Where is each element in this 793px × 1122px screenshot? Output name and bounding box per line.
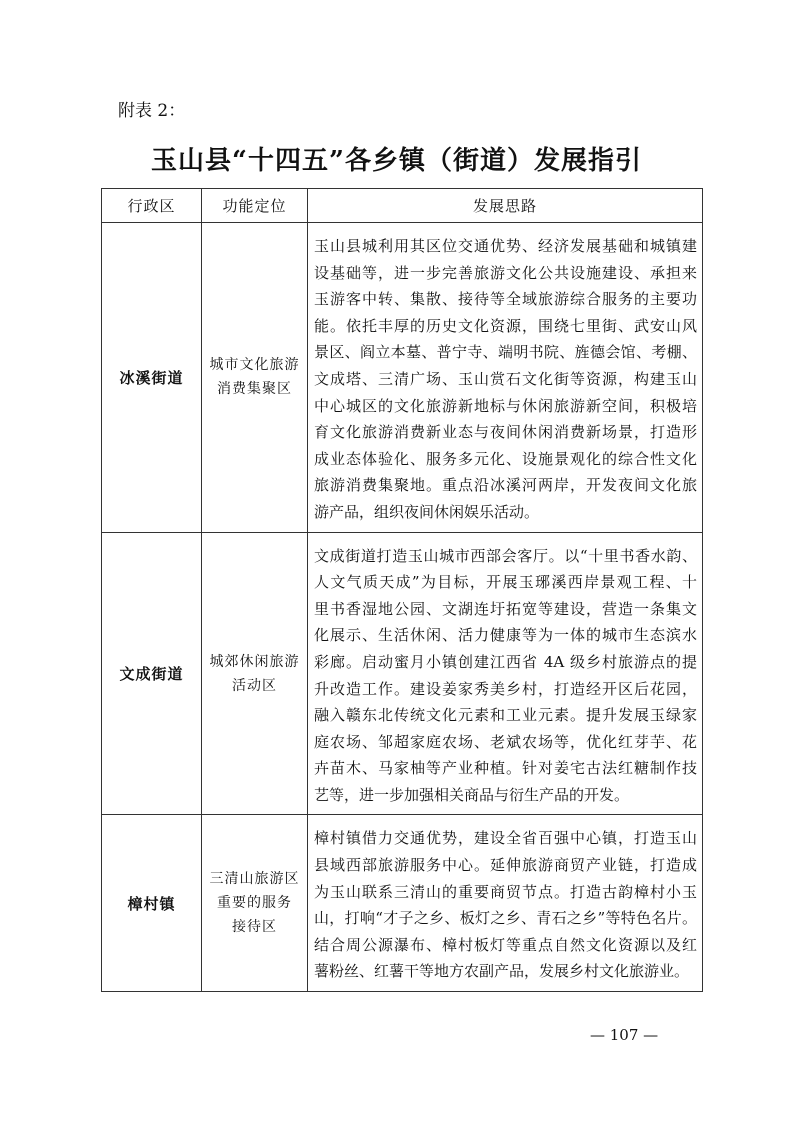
table-row	[102, 815, 703, 992]
text-line: 融入赣东北传统文化元素和工业元素。提升发展玉绿家	[314, 706, 697, 725]
function-cell	[202, 815, 308, 992]
text-line: 卉苗木、马家柚等产业种植。针对姜宅古法红糖制作技	[314, 759, 697, 778]
text-line: 山，打响“才子之乡、板灯之乡、青石之乡”等特色名片。	[314, 909, 697, 928]
function-line: 重要的服务	[217, 895, 292, 912]
text-line: 玉游客中转、集散、接待等全域旅游综合服务的主要功	[314, 290, 697, 309]
text-line: 县域西部旅游服务中心。延伸旅游商贸产业链，打造成	[314, 856, 697, 875]
text-line: 成业态体验化、服务多元化、设施景观化的综合性文化	[314, 449, 697, 468]
district-cell: 文成街道	[102, 532, 202, 815]
district-cell: 冰溪街道	[102, 223, 202, 533]
text-line: 育文化旅游消费新业态与夜间休闲消费新场景，打造形	[314, 423, 697, 442]
text-line: 游产品，组织夜间休闲娱乐活动。	[314, 502, 540, 521]
header-ideas: 发展思路	[308, 189, 703, 223]
text-line: 玉山县城利用其区位交通优势、经济发展基础和城镇建	[314, 237, 697, 255]
appendix-label: 附表 2：	[118, 101, 186, 121]
text-line: 樟村镇借力交通优势，建设全省百强中心镇，打造玉山	[314, 829, 697, 848]
text-line: 艺等，进一步加强相关商品与衍生产品的开发。	[314, 785, 630, 804]
page-title: 玉山县“十四五”各乡镇（街道）发展指引	[151, 146, 642, 176]
text-line: 庭农场、邹超家庭农场、老斌农场等，优化红芽芋、花	[314, 732, 697, 751]
function-line: 城市文化旅游	[209, 357, 300, 374]
text-line: 文成塔、三清广场、玉山赏石文化街等资源，构建玉山	[314, 369, 697, 388]
function-line: 活动区	[232, 677, 277, 694]
text-line: 薯粉丝、红薯干等地方农副产品，发展乡村文化旅游业。	[314, 962, 690, 981]
text-line: 能。依托丰厚的历史文化资源，围绕七里街、武安山风	[314, 316, 697, 335]
function-cell	[202, 532, 308, 815]
development-ideas-cell	[308, 223, 703, 533]
table-row	[102, 223, 703, 533]
text-line: 中心城区的文化旅游新地标与休闲旅游新空间，积极培	[314, 396, 697, 415]
text-line: 里书香湿地公园、文湖连圩拓宽等建设，营造一条集文	[314, 599, 697, 618]
function-cell	[202, 223, 308, 533]
text-line: 人文气质天成”为目标，开展玉琊溪西岸景观工程、十	[314, 573, 697, 592]
text-line: 文成街道打造玉山城市西部会客厅。以“十里书香水韵、	[314, 546, 697, 565]
function-line: 接待区	[232, 919, 277, 936]
text-line: 结合周公源瀑布、樟村板灯等重点自然文化资源以及红	[314, 935, 697, 954]
page-number: — 107 —	[590, 1026, 659, 1044]
text-line: 旅游消费集聚地。重点沿冰溪河两岸，开发夜间文化旅	[314, 476, 697, 495]
header-district: 行政区	[102, 189, 202, 223]
text-line: 升改造工作。建设姜家秀美乡村，打造经开区后花园，	[314, 679, 697, 698]
function-line: 城郊休闲旅游	[209, 653, 300, 670]
development-ideas-cell	[308, 815, 703, 992]
district-cell: 樟村镇	[102, 815, 202, 992]
header-function: 功能定位	[202, 189, 308, 223]
text-line: 彩廊。启动蜜月小镇创建江西省 4A 级乡村旅游点的提	[314, 652, 697, 671]
table-header-row	[102, 189, 703, 223]
table-row	[102, 532, 703, 815]
text-line: 化展示、生活休闲、活力健康等为一体的城市生态滨水	[314, 626, 697, 645]
function-line: 消费集聚区	[217, 381, 292, 398]
text-line: 为玉山联系三清山的重要商贸节点。打造古韵樟村小玉	[314, 882, 697, 901]
text-line: 设基础等，进一步完善旅游文化公共设施建设、承担来	[314, 263, 697, 282]
text-line: 景区、阎立本墓、普宁寺、端明书院、旌德会馆、考棚、	[314, 343, 697, 362]
development-ideas-cell	[308, 532, 703, 815]
development-guide-table	[101, 188, 703, 992]
function-line: 三清山旅游区	[209, 871, 300, 888]
